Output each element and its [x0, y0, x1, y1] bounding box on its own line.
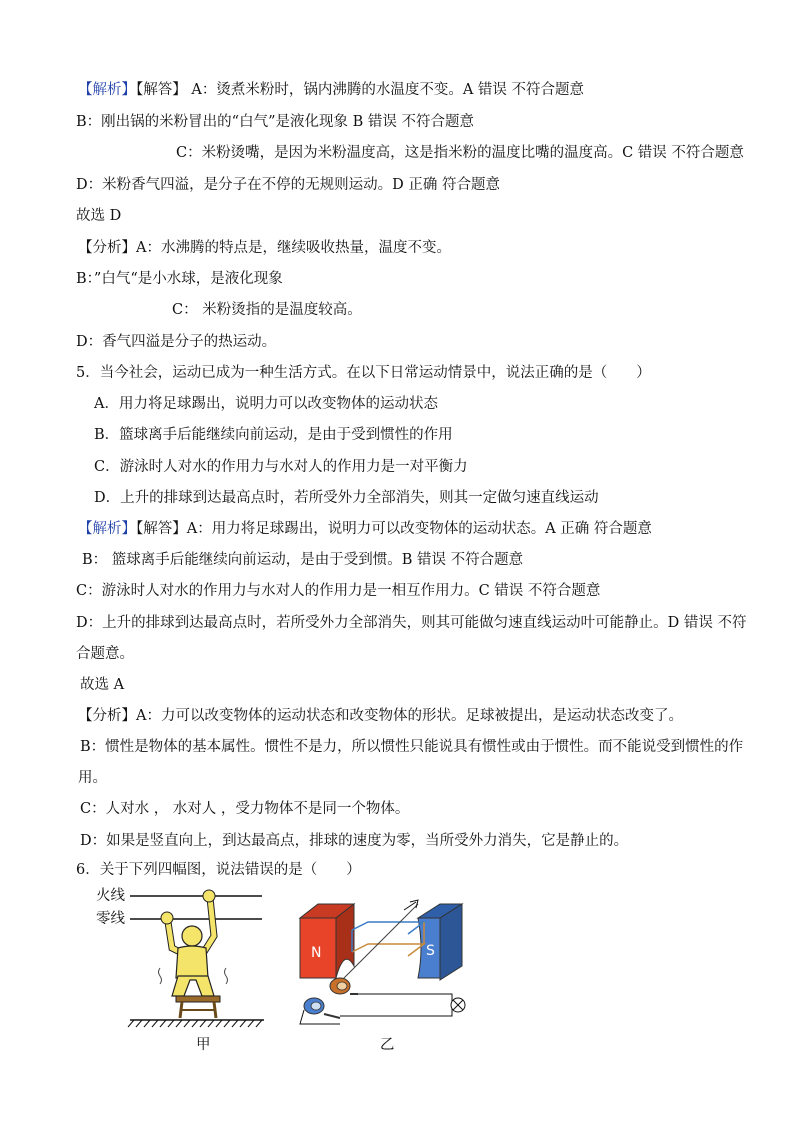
legs [172, 976, 214, 996]
tag-jiexi: 【解析】 [78, 82, 136, 98]
fire-wire-label: 火线 [96, 888, 125, 904]
text-line: C：游泳时人对水的作用力与水对人的作用力是一相互作用力。C 错误 不符合题意 [76, 583, 601, 599]
electric-shock-figure [128, 890, 264, 1027]
text-line: B： 篮球离手后能继续向前运动，是由于受到惯。B 错误 不符合题意 [82, 552, 524, 568]
line-text: A：烫煮米粉时，锅内沸腾的水温度不变。A 错误 不符合题意 [186, 82, 585, 98]
tag-jieda: 【解答】 [136, 82, 187, 98]
question-6: 6．关于下列四幅图，说法错误的是（ ） [76, 862, 361, 878]
figure-label-jia: 甲 [196, 1037, 211, 1053]
text-line: 合题意。 [76, 646, 134, 662]
line-text: A：水沸腾的特点是，继续吸收热量，温度不变。 [136, 240, 451, 256]
tag-jieda: 【解答】 [136, 521, 187, 537]
text-line: D：上升的排球到达最高点时，若所受外力全部消失，则其可能做匀速直线运动叶可能静止。D 错误 不符 [76, 615, 747, 631]
neutral-wire-label: 零线 [96, 911, 125, 927]
text-line: D：米粉香气四溢，是分子在不停的无规则运动。D 正确 符合题意 [76, 177, 500, 193]
right-hand [203, 890, 215, 902]
text-line: C：米粉烫嘴，是因为米粉温度高，这是指米粉的温度比嘴的温度高。C 错误 不符合题意 [176, 145, 744, 161]
text-line: B：刚出锅的米粉冒出的“白气”是液化现象 B 错误 不符合题意 [76, 114, 474, 130]
text-line: 故选 D [76, 208, 122, 224]
text-line: D：如果是竖直向上，到达最高点，排球的速度为零，当所受外力消失，它是静止的。 [80, 833, 629, 849]
tag-fenxi: 【分析】 [78, 240, 136, 256]
option-d: D．上升的排球到达最高点时，若所受外力全部消失，则其一定做匀速直线运动 [94, 490, 599, 506]
stool-top [176, 996, 220, 1002]
tag-fenxi: 【分析】 [78, 708, 136, 724]
option-c: C．游泳时人对水的作用力与水对人的作用力是一对平衡力 [94, 459, 468, 475]
text-line: B：”白气“是小水球，是液化现象 [76, 271, 283, 287]
text-line: C： 米粉烫指的是温度较高。 [172, 302, 362, 318]
text-line: 用。 [78, 770, 107, 786]
text-line: D：香气四溢是分子的热运动。 [76, 334, 277, 350]
circuit-wire [340, 994, 452, 1016]
option-a: A．用力将足球踢出，说明力可以改变物体的运动状态 [94, 396, 438, 412]
line-text: A：力可以改变物体的运动状态和改变物体的形状。足球被提出，是运动状态改变了。 [136, 708, 683, 724]
question-5: 5．当今社会，运动已成为一种生活方式。在以下日常运动情景中，说法正确的是（ ） [76, 365, 651, 381]
text-line: B：惯性是物体的基本属性。惯性不是力，所以惯性只能说具有惯性或由于惯性。而不能说受到惯性的作 [80, 739, 744, 755]
torso [176, 946, 208, 978]
figure-label-yi: 乙 [380, 1037, 395, 1053]
left-hand [161, 912, 173, 924]
generator-figure [300, 900, 465, 1024]
text-line: C：人对水 ， 水对人 ，受力物体不是同一个物体。 [80, 801, 410, 817]
pole-n-label: N [311, 945, 322, 961]
pole-s-label: S [426, 943, 435, 959]
tag-jiexi: 【解析】 [78, 521, 136, 537]
head [182, 926, 202, 946]
option-b: B．篮球离手后能继续向前运动，是由于受到惯性的作用 [94, 427, 453, 443]
text-line: 故选 A [80, 677, 125, 693]
line-text: A：用力将足球踢出，说明力可以改变物体的运动状态。A 正确 符合题意 [186, 521, 652, 537]
